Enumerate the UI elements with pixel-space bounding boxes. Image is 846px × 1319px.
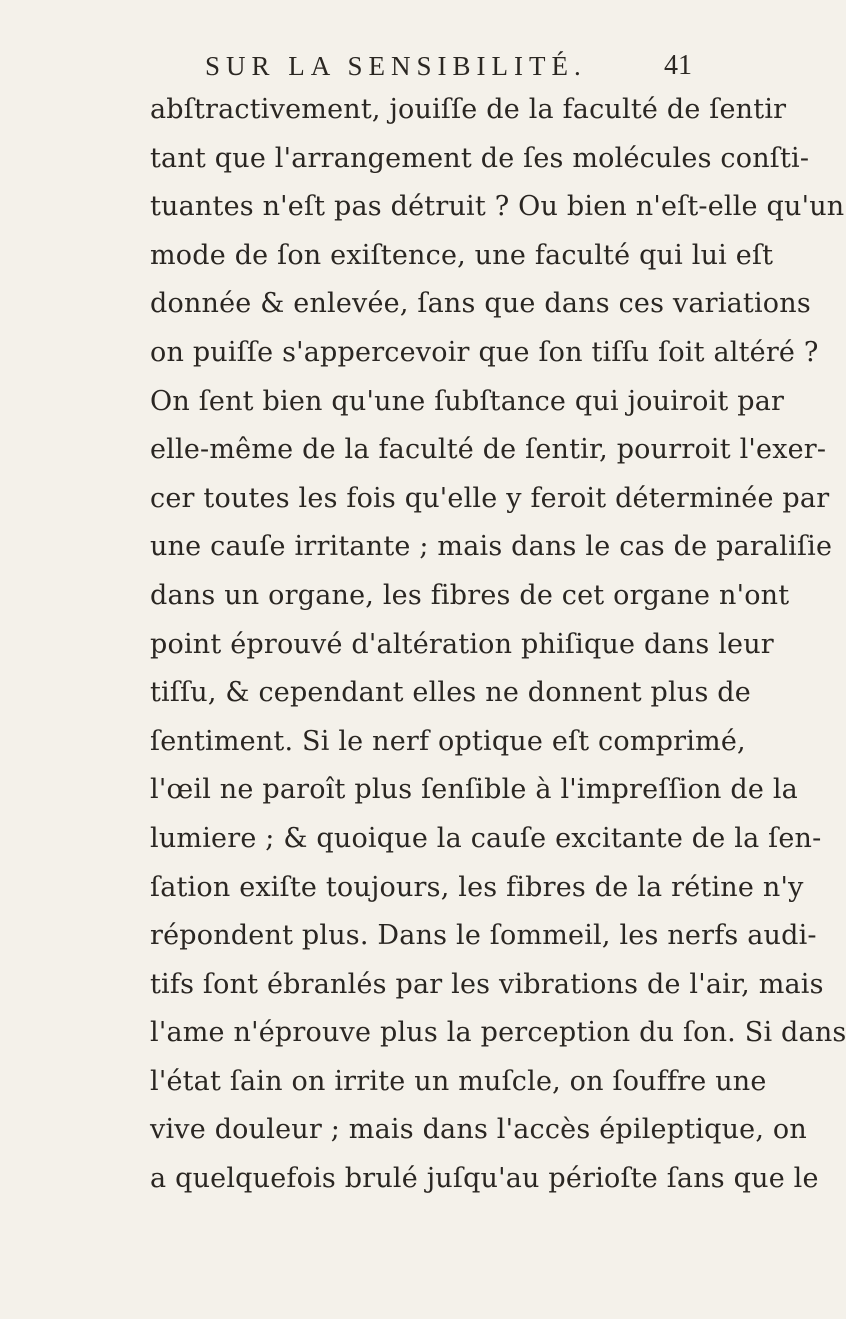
text-line: l'ame n'éprouve plus la perception du ſon. Si dans: [150, 1017, 846, 1049]
text-line: mode de ſon exiſtence, une faculté qui lui eſt: [150, 239, 774, 271]
text-line: tuantes n'eſt pas détruit ? Ou bien n'eſt-elle qu'un: [150, 191, 845, 223]
running-head: SUR LA SENSIBILITÉ.: [205, 51, 587, 81]
text-line: on puiſſe s'appercevoir que ſon tiſſu ſoit altéré ?: [150, 336, 819, 368]
text-line: abſtractivement, jouiſſe de la faculté de ſentir: [150, 94, 787, 125]
text-line: répondent plus. Dans le ſommeil, les nerfs audi-: [150, 920, 817, 952]
text-line: a quelquefois brulé juſqu'au périoſte ſans que le: [150, 1163, 819, 1195]
page-number: 41: [664, 50, 692, 81]
text-line: tant que l'arrangement de ſes molécules conſti-: [150, 142, 810, 174]
text-line: ſation exiſte toujours, les fibres de la rétine n'y: [150, 871, 804, 903]
text-line: dans un organe, les fibres de cet organe n'ont: [150, 579, 790, 611]
text-line: l'œil ne paroît plus ſenſible à l'impreſſion de la: [150, 774, 798, 806]
body-text: [150, 86, 846, 1236]
text-line: point éprouvé d'altération phiſique dans leur: [150, 628, 774, 660]
text-line: On ſent bien qu'une ſubſtance qui jouiroit par: [150, 385, 785, 417]
text-line: lumiere ; & quoique la cauſe excitante de la ſen-: [150, 822, 822, 854]
text-line: ſentiment. Si le nerf optique eſt comprimé,: [150, 725, 746, 757]
text-line: vive douleur ; mais dans l'accès épileptique, on: [150, 1114, 807, 1146]
text-line: l'état ſain on irrite un muſcle, on ſouffre une: [150, 1065, 767, 1097]
text-line: donnée & enlevée, ſans que dans ces variations: [150, 288, 811, 320]
text-line: tifs ſont ébranlés par les vibrations de l'air, mais: [150, 968, 824, 1000]
text-line: une cauſe irritante ; mais dans le cas de paraliſie: [150, 531, 833, 563]
text-line: tiſſu, & cependant elles ne donnent plus de: [150, 677, 751, 709]
text-line: elle-même de la faculté de ſentir, pourroit l'exer-: [150, 434, 827, 466]
text-line: cer toutes les fois qu'elle y feroit déterminée par: [150, 482, 830, 514]
